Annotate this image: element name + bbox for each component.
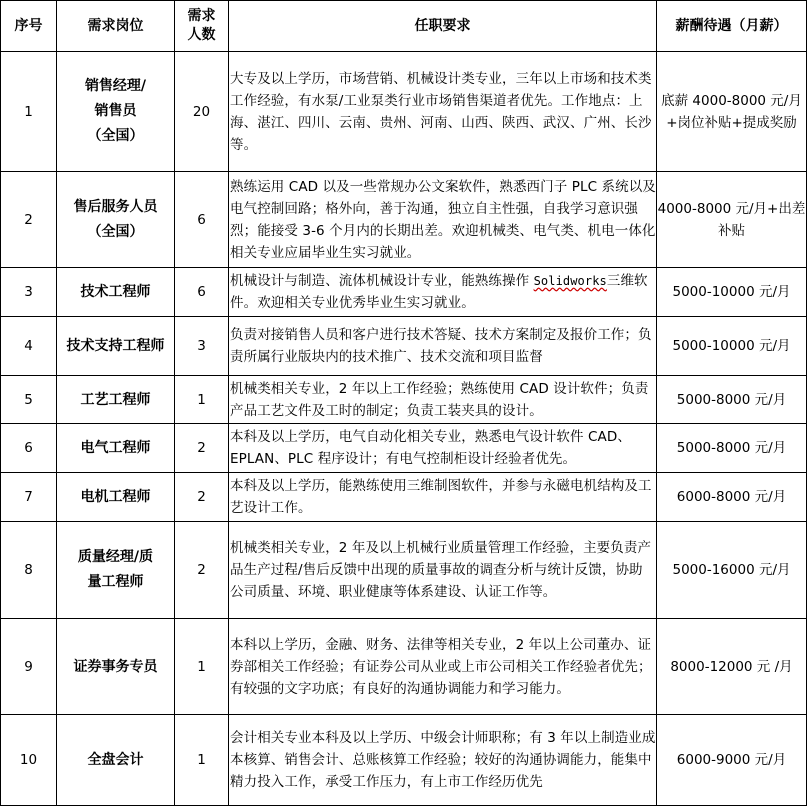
row-index: 4	[1, 317, 57, 376]
table-row	[1, 619, 807, 715]
row-position: 售后服务人员（全国）	[57, 172, 175, 268]
row-count: 2	[175, 522, 229, 619]
row-position: 技术工程师	[57, 268, 175, 317]
row-requirements: 机械类相关专业，2 年及以上机械行业质量管理工作经验，主要负责产品生产过程/售后反馈中出现的质量事故的调查分析与统计反馈，协助公司质量、环境、职业健康等体系建设、认证工作等。	[229, 522, 657, 619]
row-index: 6	[1, 424, 57, 473]
table-row	[1, 317, 807, 376]
row-count: 2	[175, 473, 229, 522]
row-count: 6	[175, 268, 229, 317]
row-index: 1	[1, 52, 57, 172]
row-requirements: 本科及以上学历，能熟练使用三维制图软件，并参与永磁电机结构及工艺设计工作。	[229, 473, 657, 522]
table-row	[1, 715, 807, 806]
header-row	[1, 1, 807, 52]
row-requirements: 熟练运用 CAD 以及一些常规办公文案软件，熟悉西门子 PLC 系统以及电气控制回路；格外向，善于沟通，独立自主性强，自我学习意识强烈；能接受 3-6 个月内的长期出差。欢迎机械类、电气类、机电一体化相关专业应届毕业生实习就业。	[229, 172, 657, 268]
software-name: Solidworks	[533, 274, 607, 288]
row-index: 5	[1, 376, 57, 424]
table-row	[1, 172, 807, 268]
row-position: 质量经理/质量工程师	[57, 522, 175, 619]
row-requirements: 机械设计与制造、流体机械设计专业，能熟练操作 Solidworks三维软件。欢迎相关专业优秀毕业生实习就业。	[229, 268, 657, 317]
row-salary: 5000-8000 元/月	[657, 424, 807, 473]
row-salary: 5000-10000 元/月	[657, 317, 807, 376]
header-salary: 薪酬待遇（月薪）	[657, 1, 807, 52]
table-row	[1, 473, 807, 522]
row-index: 7	[1, 473, 57, 522]
row-requirements: 本科以上学历，金融、财务、法律等相关专业，2 年以上公司董办、证券部相关工作经验；有证券公司从业或上市公司相关工作经验者优先； 有较强的文字功底；有良好的沟通协调能力和学习能力。	[229, 619, 657, 715]
row-salary: 底薪 4000-8000 元/月+岗位补贴+提成奖励	[657, 52, 807, 172]
row-salary: 5000-10000 元/月	[657, 268, 807, 317]
table-row	[1, 52, 807, 172]
table-row	[1, 268, 807, 317]
row-count: 1	[175, 715, 229, 806]
table-row	[1, 376, 807, 424]
row-requirements: 负责对接销售人员和客户进行技术答疑、技术方案制定及报价工作；负责所属行业版块内的技术推广、技术交流和项目监督	[229, 317, 657, 376]
row-salary: 5000-8000 元/月	[657, 376, 807, 424]
table-row	[1, 424, 807, 473]
row-position: 工艺工程师	[57, 376, 175, 424]
row-index: 2	[1, 172, 57, 268]
row-requirements: 大专及以上学历，市场营销、机械设计类专业，三年以上市场和技术类工作经验，有水泵/工业泵类行业市场销售渠道者优先。工作地点：上海、湛江、四川、云南、贵州、河南、山西、陕西、武汉、广州、长沙等。	[229, 52, 657, 172]
row-count: 2	[175, 424, 229, 473]
row-salary: 5000-16000 元/月	[657, 522, 807, 619]
row-count: 1	[175, 376, 229, 424]
row-position: 电气工程师	[57, 424, 175, 473]
header-count: 需求人数	[175, 1, 229, 52]
row-position: 全盘会计	[57, 715, 175, 806]
row-position: 证券事务专员	[57, 619, 175, 715]
header-index: 序号	[1, 1, 57, 52]
row-count: 6	[175, 172, 229, 268]
row-count: 20	[175, 52, 229, 172]
row-salary: 4000-8000 元/月+出差补贴	[657, 172, 807, 268]
row-requirements: 会计相关专业本科及以上学历、中级会计师职称；有 3 年以上制造业成本核算、销售会计、总账核算工作经验；较好的沟通协调能力，能集中精力投入工作，承受工作压力，有上市工作经历优先	[229, 715, 657, 806]
row-position: 电机工程师	[57, 473, 175, 522]
row-position: 销售经理/销售员（全国）	[57, 52, 175, 172]
header-requirements: 任职要求	[229, 1, 657, 52]
row-count: 3	[175, 317, 229, 376]
row-salary: 8000-12000 元 /月	[657, 619, 807, 715]
row-index: 9	[1, 619, 57, 715]
row-requirements: 机械类相关专业，2 年以上工作经验；熟练使用 CAD 设计软件；负责产品工艺文件及工时的制定；负责工装夹具的设计。	[229, 376, 657, 424]
row-requirements: 本科及以上学历，电气自动化相关专业，熟悉电气设计软件 CAD、EPLAN、PLC 程序设计；有电气控制柜设计经验者优先。	[229, 424, 657, 473]
row-index: 10	[1, 715, 57, 806]
row-salary: 6000-8000 元/月	[657, 473, 807, 522]
row-salary: 6000-9000 元/月	[657, 715, 807, 806]
row-index: 3	[1, 268, 57, 317]
table-row	[1, 522, 807, 619]
row-count: 1	[175, 619, 229, 715]
row-index: 8	[1, 522, 57, 619]
row-position: 技术支持工程师	[57, 317, 175, 376]
header-position: 需求岗位	[57, 1, 175, 52]
